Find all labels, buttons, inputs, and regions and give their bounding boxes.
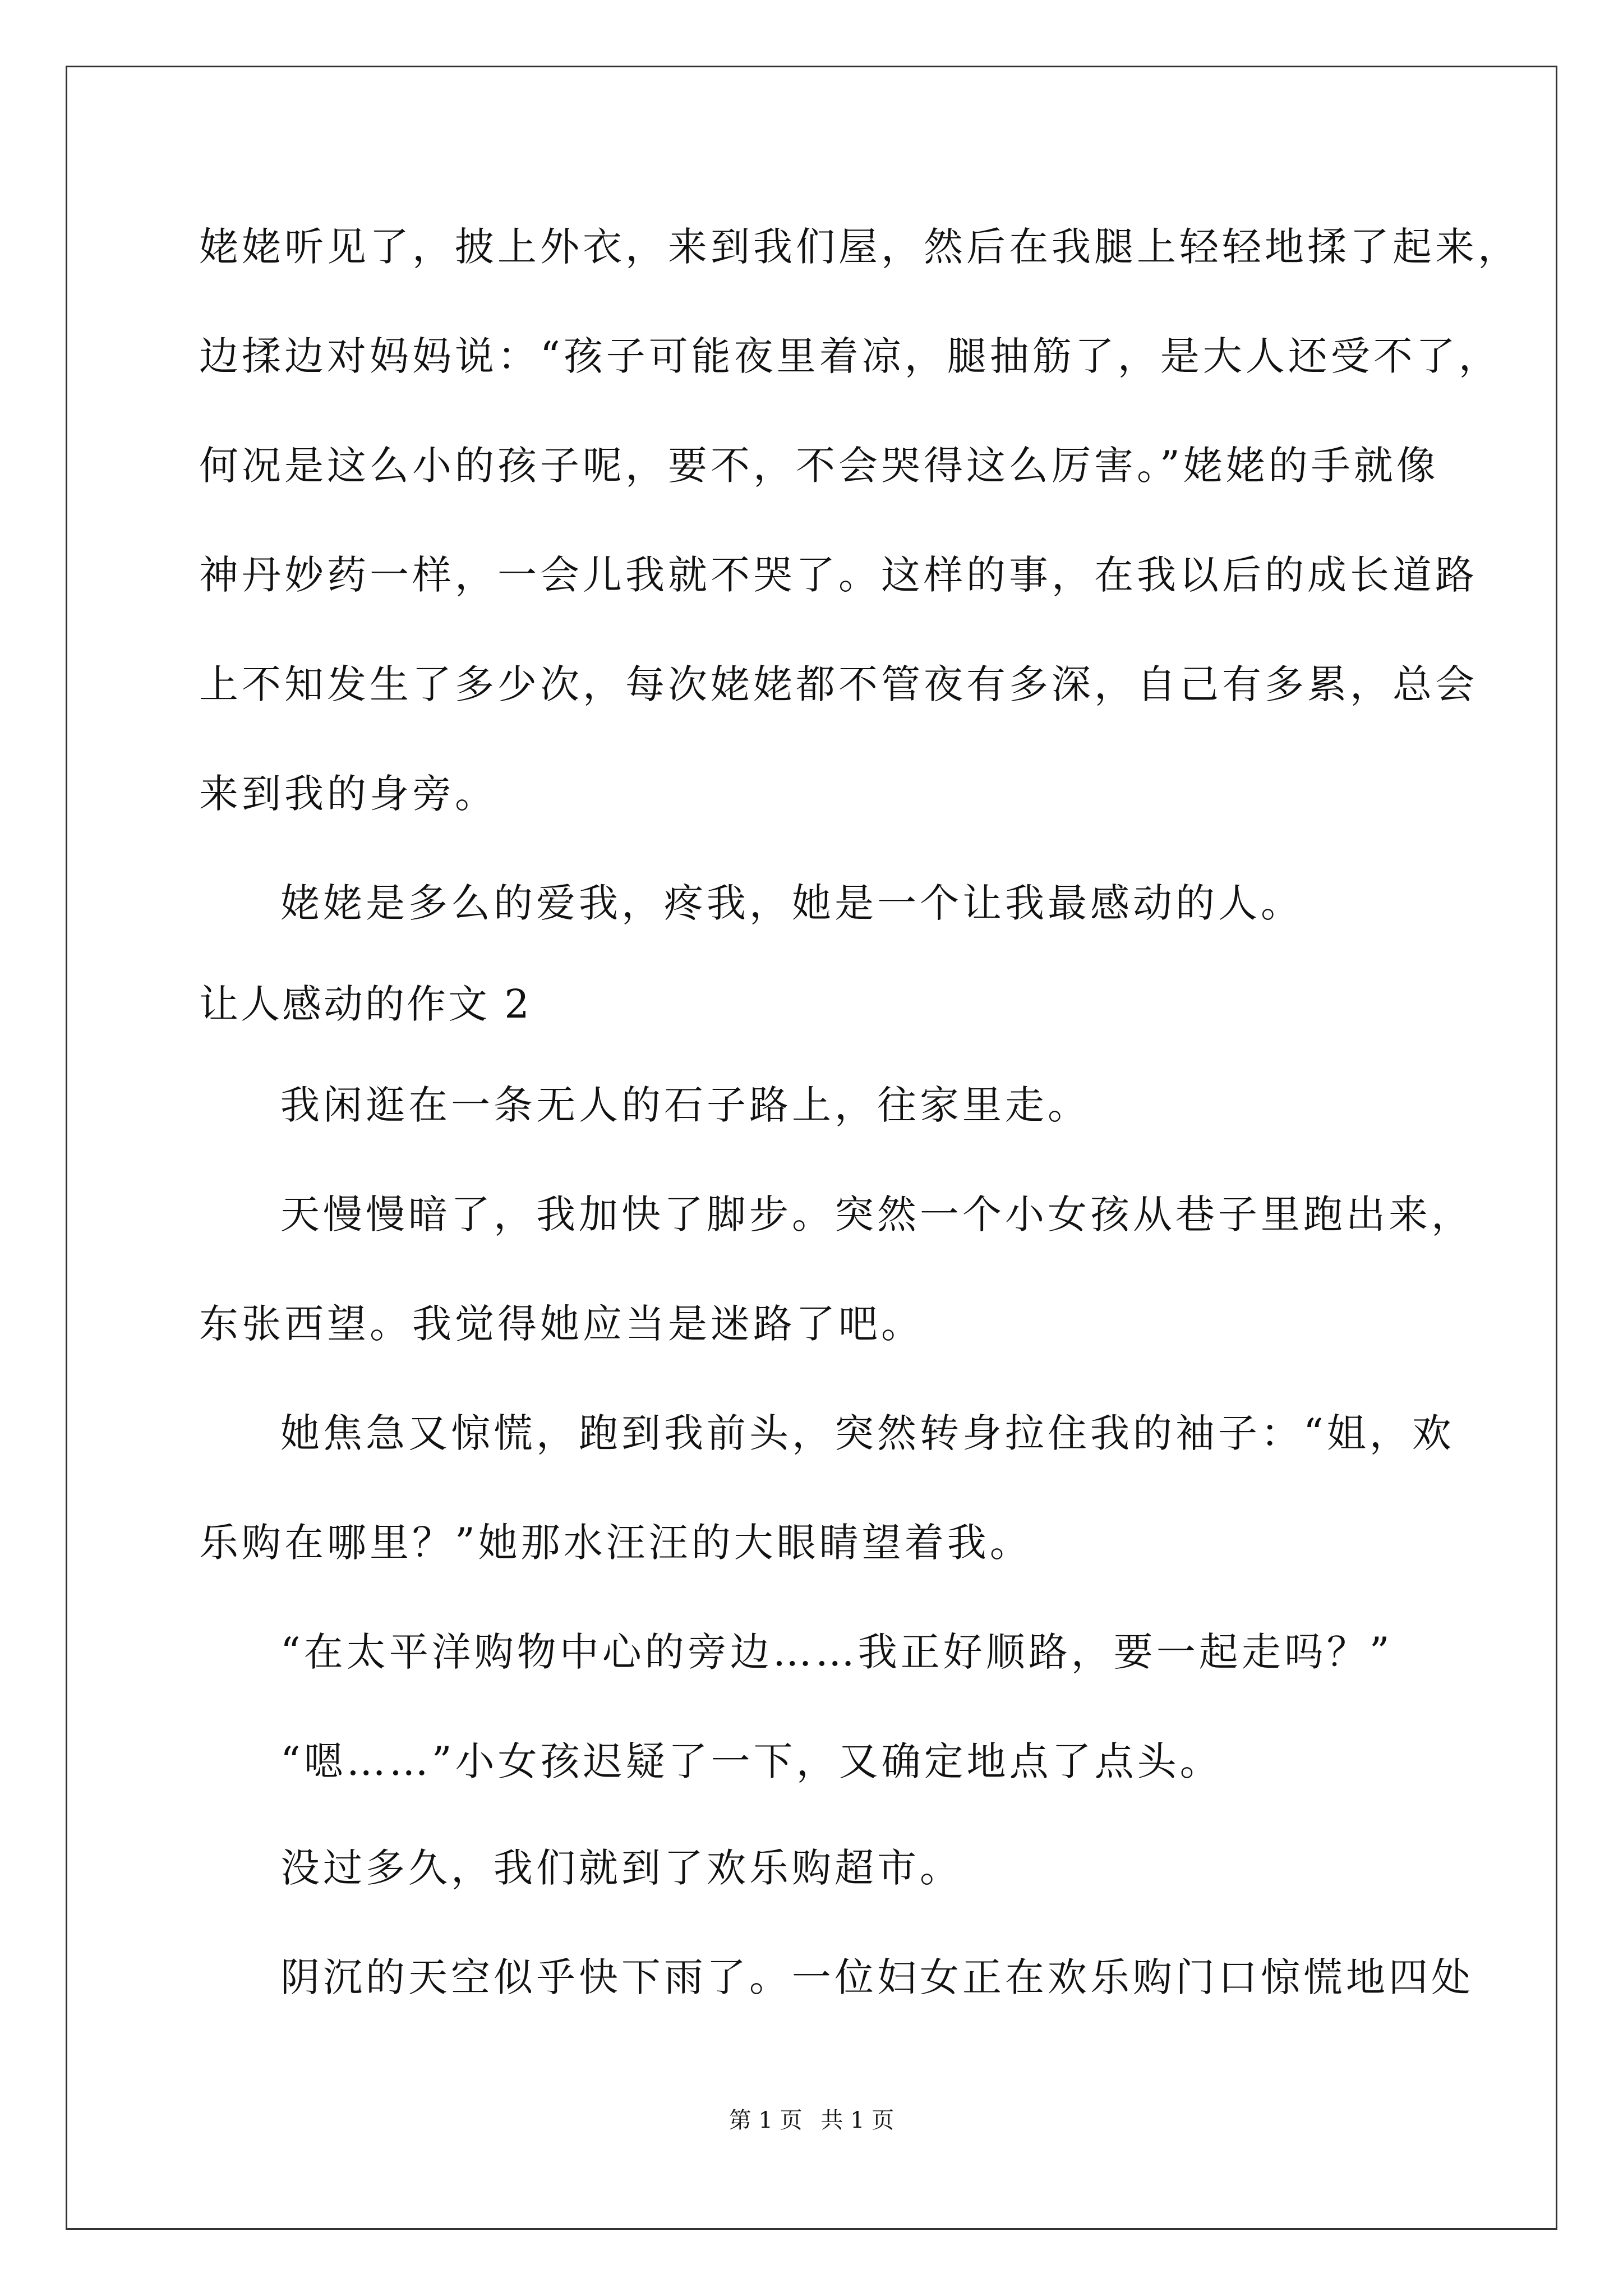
paragraph-line: 神丹妙药一样，一会儿我就不哭了。这样的事，在我以后的成长道路: [199, 552, 1478, 598]
page-border: [66, 66, 1557, 2230]
paragraph-line: “嗯……”小女孩迟疑了一下，又确定地点了点头。: [280, 1738, 1223, 1784]
page-number: 第 1 页: [728, 2108, 803, 2133]
paragraph-line: 阴沉的天空似乎快下雨了。一位妇女正在欢乐购门口惊慌地四处: [280, 1954, 1474, 2000]
page-footer: [0, 2102, 1623, 2134]
section-heading: 让人感动的作文 2: [199, 981, 532, 1027]
paragraph-line: 来到我的身旁。: [199, 771, 497, 817]
paragraph-line: 天慢慢暗了，我加快了脚步。突然一个小女孩从巷子里跑出来，: [280, 1191, 1474, 1237]
paragraph-line: 她焦急又惊慌，跑到我前头，突然转身拉住我的袖子：“姐，欢: [280, 1410, 1455, 1456]
paragraph-line: “在太平洋购物中心的旁边……我正好顺路，要一起走吗？”: [280, 1629, 1393, 1675]
paragraph-line: 姥姥是多么的爱我，疼我，她是一个让我最感动的人。: [280, 880, 1303, 926]
paragraph-line: 姥姥听见了，披上外衣，来到我们屋，然后在我腿上轻轻地揉了起来，: [199, 224, 1520, 270]
paragraph-line: 何况是这么小的孩子呢，要不，不会哭得这么厉害。”姥姥的手就像: [199, 443, 1439, 489]
paragraph-line: 上不知发生了多少次，每次姥姥都不管夜有多深，自己有多累，总会: [199, 661, 1478, 707]
paragraph-line: 边揉边对妈妈说：“孩子可能夜里着凉，腿抽筋了，是大人还受不了，: [199, 333, 1501, 379]
paragraph-line: 乐购在哪里？”她那水汪汪的大眼睛望着我。: [199, 1520, 1032, 1566]
page-total: 共 1 页: [820, 2108, 895, 2133]
paragraph-line: 我闲逛在一条无人的石子路上，往家里走。: [280, 1082, 1090, 1128]
paragraph-line: 东张西望。我觉得她应当是迷路了吧。: [199, 1301, 924, 1347]
paragraph-line: 没过多久，我们就到了欢乐购超市。: [280, 1845, 962, 1891]
